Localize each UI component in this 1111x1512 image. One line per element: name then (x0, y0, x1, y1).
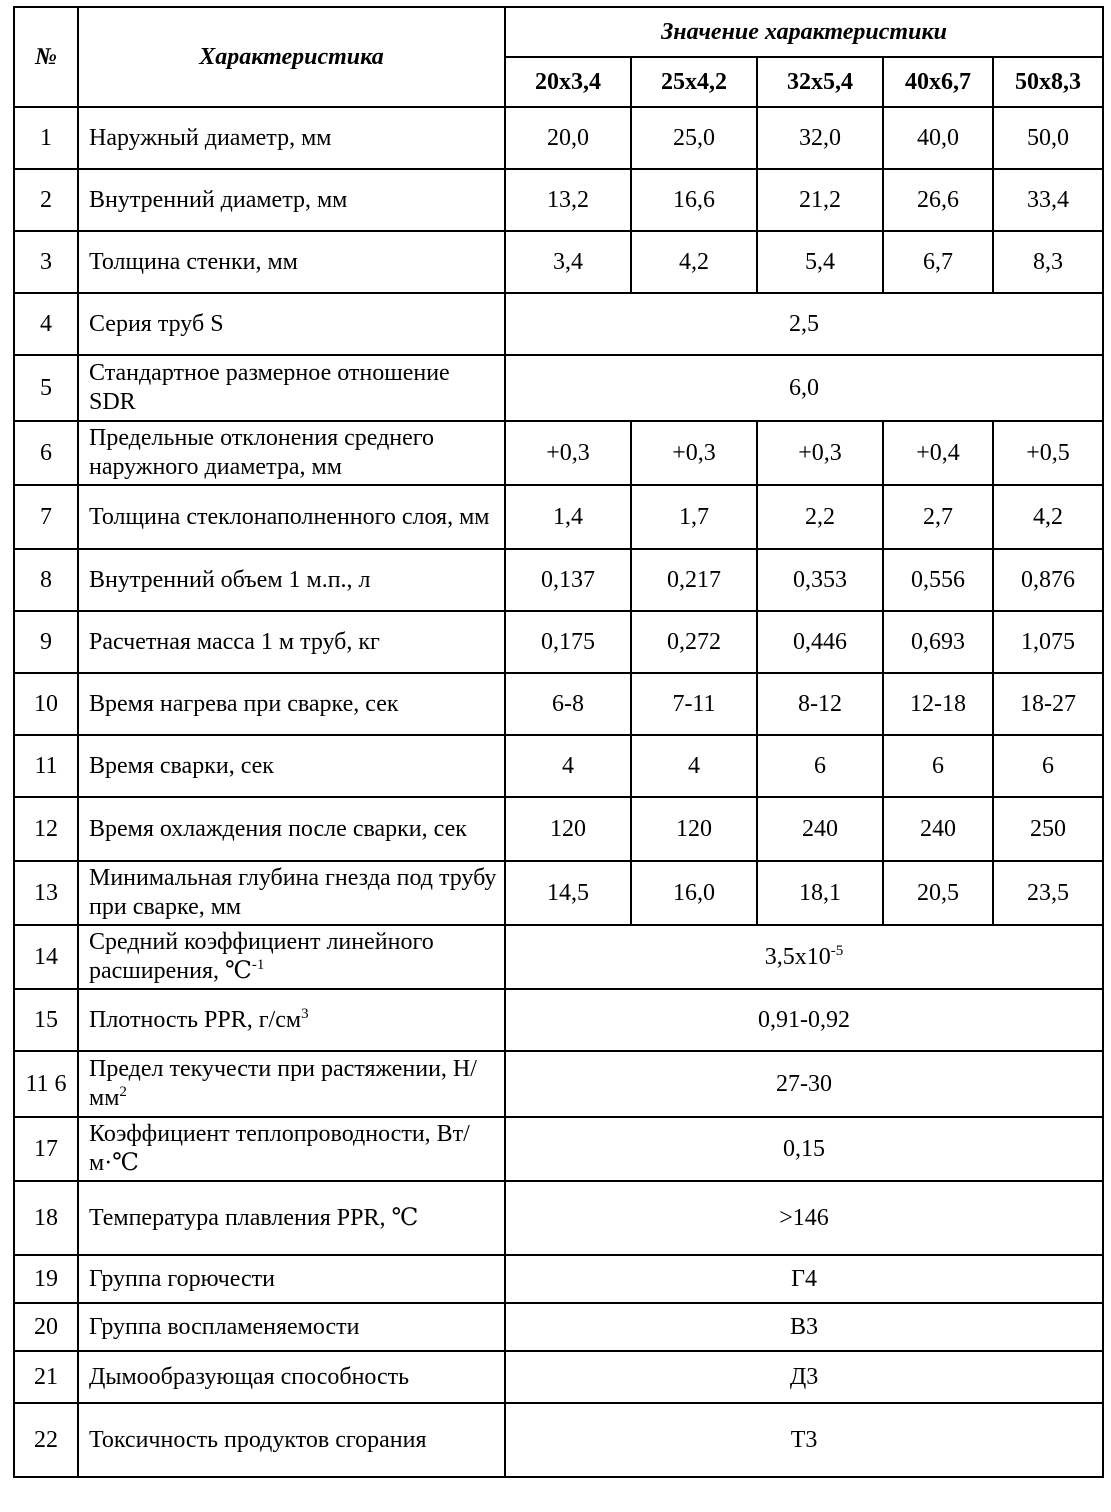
characteristic-name-text: Минимальная глубина гнезда под трубу при сварке, мм (89, 865, 497, 920)
characteristic-name-text: Внутренний диаметр, мм (89, 186, 348, 213)
characteristic-name (79, 798, 506, 862)
characteristic-name-superscript: -1 (251, 957, 265, 973)
table-row (15, 108, 1104, 170)
merged-value-text: 6,0 (789, 374, 820, 401)
row-number: 11 6 (15, 1052, 79, 1118)
row-number: 15 (15, 990, 79, 1052)
merged-value-text: Д3 (789, 1363, 819, 1390)
size-header: 50x8,3 (994, 58, 1104, 108)
characteristic-name-text: Группа горючести (89, 1265, 275, 1292)
value-cell: 6 (994, 736, 1104, 798)
merged-value-text: 0,15 (783, 1135, 826, 1162)
table-row (15, 486, 1104, 550)
table-row (15, 170, 1104, 232)
row-number: 10 (15, 674, 79, 736)
merged-value-text: Г4 (791, 1265, 817, 1292)
merged-value-cell (506, 1256, 1104, 1304)
characteristic-name (79, 1304, 506, 1352)
table-row (15, 1352, 1104, 1404)
characteristic-name-text: Наружный диаметр, мм (89, 124, 332, 151)
size-header: 25x4,2 (632, 58, 758, 108)
row-number: 20 (15, 1304, 79, 1352)
row-number: 22 (15, 1404, 79, 1478)
row-number: 1 (15, 108, 79, 170)
characteristic-name-text: Предельные отклонения среднего наружного диаметра, мм (89, 425, 435, 480)
row-number: 13 (15, 862, 79, 926)
value-cell: 5,4 (758, 232, 884, 294)
characteristic-name (79, 356, 506, 422)
value-cell: 23,5 (994, 862, 1104, 926)
value-cell: 3,4 (506, 232, 632, 294)
row-number: 17 (15, 1118, 79, 1182)
characteristic-name (79, 1404, 506, 1478)
value-cell: 1,075 (994, 612, 1104, 674)
merged-value-text: 27-30 (776, 1070, 833, 1097)
number-column-header: № (15, 8, 79, 108)
row-number: 18 (15, 1182, 79, 1256)
value-cell: 0,556 (884, 550, 994, 612)
characteristic-name-text: Толщина стеклонаполненного слоя, мм (89, 503, 490, 530)
pipe-characteristics-table (13, 6, 1104, 1478)
merged-value-text: 2,5 (789, 310, 820, 337)
row-number: 21 (15, 1352, 79, 1404)
value-cell: 0,175 (506, 612, 632, 674)
characteristic-name-text: Расчетная масса 1 м труб, кг (89, 628, 380, 655)
value-cell: 2,2 (758, 486, 884, 550)
table-row (15, 1256, 1104, 1304)
value-cell: 120 (506, 798, 632, 862)
value-cell: +0,3 (506, 422, 632, 486)
value-cell: 12-18 (884, 674, 994, 736)
value-cell: 40,0 (884, 108, 994, 170)
characteristic-name-superscript: 2 (119, 1084, 127, 1100)
characteristic-name (79, 926, 506, 990)
characteristic-name (79, 612, 506, 674)
table-row (15, 294, 1104, 356)
characteristic-name (79, 108, 506, 170)
table-row (15, 422, 1104, 486)
table-row (15, 990, 1104, 1052)
value-cell: 16,6 (632, 170, 758, 232)
value-cell: 32,0 (758, 108, 884, 170)
value-cell: 20,5 (884, 862, 994, 926)
value-cell: 25,0 (632, 108, 758, 170)
value-cell: 6-8 (506, 674, 632, 736)
row-number: 9 (15, 612, 79, 674)
row-number: 14 (15, 926, 79, 990)
row-number: 4 (15, 294, 79, 356)
value-cell: 250 (994, 798, 1104, 862)
value-cell: +0,3 (758, 422, 884, 486)
characteristic-name (79, 232, 506, 294)
row-number: 2 (15, 170, 79, 232)
merged-value-cell (506, 356, 1104, 422)
table-row (15, 232, 1104, 294)
table-row (15, 1118, 1104, 1182)
value-cell: 14,5 (506, 862, 632, 926)
value-cell: 6 (884, 736, 994, 798)
characteristic-name (79, 422, 506, 486)
value-cell: +0,5 (994, 422, 1104, 486)
characteristic-name-text: Время сварки, сек (89, 752, 274, 779)
table-row (15, 612, 1104, 674)
merged-value-text: 0,91-0,92 (758, 1006, 851, 1033)
value-cell: 16,0 (632, 862, 758, 926)
table-row (15, 862, 1104, 926)
characteristic-name-text: Плотность PPR, г/см (89, 1006, 302, 1033)
characteristic-name (79, 486, 506, 550)
size-header: 32x5,4 (758, 58, 884, 108)
value-cell: 18-27 (994, 674, 1104, 736)
value-cell: 240 (884, 798, 994, 862)
value-cell: 0,137 (506, 550, 632, 612)
value-cell: 0,272 (632, 612, 758, 674)
merged-value-cell (506, 1404, 1104, 1478)
characteristic-name-text: Температура плавления PPR, ℃ (89, 1204, 419, 1231)
value-cell: 0,693 (884, 612, 994, 674)
table-row (15, 550, 1104, 612)
value-cell: 240 (758, 798, 884, 862)
value-cell: +0,4 (884, 422, 994, 486)
characteristic-name-text: Внутренний объем 1 м.п., л (89, 566, 371, 593)
row-number: 5 (15, 356, 79, 422)
characteristic-name-text: Серия труб S (89, 310, 224, 337)
characteristic-name (79, 862, 506, 926)
merged-value-superscript: -5 (830, 942, 844, 959)
value-cell: 7-11 (632, 674, 758, 736)
characteristic-name (79, 294, 506, 356)
value-cell: 4,2 (632, 232, 758, 294)
characteristic-name-text: Толщина стенки, мм (89, 248, 298, 275)
size-header: 40x6,7 (884, 58, 994, 108)
value-cell: 8-12 (758, 674, 884, 736)
characteristic-name (79, 1182, 506, 1256)
merged-value-cell (506, 1052, 1104, 1118)
characteristic-name (79, 1256, 506, 1304)
characteristic-name (79, 550, 506, 612)
merged-value-cell (506, 926, 1104, 990)
table-row (15, 926, 1104, 990)
table-row (15, 1182, 1104, 1256)
value-cell: 33,4 (994, 170, 1104, 232)
value-group-header: Значение характеристики (506, 8, 1104, 58)
value-cell: 26,6 (884, 170, 994, 232)
row-number: 12 (15, 798, 79, 862)
characteristic-name-text: Дымообразующая способность (89, 1363, 410, 1390)
value-cell: 50,0 (994, 108, 1104, 170)
merged-value-text: >146 (779, 1204, 829, 1231)
table-row (15, 1052, 1104, 1118)
table-row (15, 1404, 1104, 1478)
value-cell: 4 (506, 736, 632, 798)
value-cell: 120 (632, 798, 758, 862)
merged-value-text: В3 (790, 1313, 819, 1340)
value-cell: 0,217 (632, 550, 758, 612)
value-cell: 13,2 (506, 170, 632, 232)
value-cell: 21,2 (758, 170, 884, 232)
row-number: 8 (15, 550, 79, 612)
value-cell: 4,2 (994, 486, 1104, 550)
row-number: 19 (15, 1256, 79, 1304)
characteristic-name-superscript: 3 (301, 1005, 309, 1022)
table-body (15, 108, 1104, 1478)
value-cell: 6 (758, 736, 884, 798)
merged-value-cell (506, 1304, 1104, 1352)
value-cell: 6,7 (884, 232, 994, 294)
characteristic-name-text: Средний коэффициент линейного расширения, ℃ (89, 929, 434, 984)
table-row (15, 1304, 1104, 1352)
characteristic-name-text: Стандартное размерное отношение SDR (89, 360, 450, 415)
merged-value-cell (506, 1182, 1104, 1256)
merged-value-cell (506, 1352, 1104, 1404)
row-number: 11 (15, 736, 79, 798)
characteristic-name (79, 674, 506, 736)
characteristic-name (79, 1118, 506, 1182)
merged-value-cell (506, 990, 1104, 1052)
characteristic-name (79, 1352, 506, 1404)
merged-value-cell (506, 294, 1104, 356)
characteristic-name-text: Группа воспламеняемости (89, 1313, 360, 1340)
value-cell: 18,1 (758, 862, 884, 926)
value-cell: 1,7 (632, 486, 758, 550)
row-number: 6 (15, 422, 79, 486)
table-row (15, 674, 1104, 736)
merged-value-text: 3,5x10 (764, 943, 831, 970)
merged-value-cell (506, 1118, 1104, 1182)
merged-value-text: Т3 (790, 1426, 818, 1453)
characteristic-name (79, 990, 506, 1052)
characteristic-name-text: Токсичность продуктов сгорания (89, 1426, 427, 1453)
characteristic-name (79, 1052, 506, 1118)
value-cell: 0,876 (994, 550, 1104, 612)
value-cell: 20,0 (506, 108, 632, 170)
value-cell: 2,7 (884, 486, 994, 550)
table-row (15, 356, 1104, 422)
size-header: 20x3,4 (506, 58, 632, 108)
value-cell: +0,3 (632, 422, 758, 486)
row-number: 7 (15, 486, 79, 550)
characteristic-name (79, 170, 506, 232)
characteristic-column-header: Характеристика (79, 8, 506, 108)
characteristic-name-text: Предел текучести при растяжении, Н/мм (89, 1056, 477, 1111)
value-cell: 0,446 (758, 612, 884, 674)
table-row (15, 798, 1104, 862)
characteristic-name-text: Время охлаждения после сварки, сек (89, 815, 467, 842)
table-row (15, 736, 1104, 798)
value-cell: 8,3 (994, 232, 1104, 294)
value-cell: 4 (632, 736, 758, 798)
value-cell: 0,353 (758, 550, 884, 612)
characteristic-name (79, 736, 506, 798)
row-number: 3 (15, 232, 79, 294)
value-cell: 1,4 (506, 486, 632, 550)
characteristic-name-text: Время нагрева при сварке, сек (89, 690, 399, 717)
characteristic-name-text: Коэффициент теплопроводности, Вт/м·℃ (89, 1121, 470, 1176)
